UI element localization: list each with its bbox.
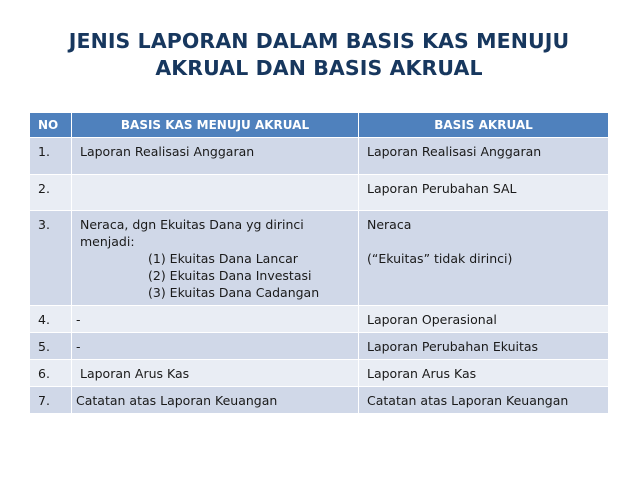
akrual-value: Neraca: [367, 217, 412, 232]
row-number: 1.: [30, 138, 72, 175]
row-number: 3.: [30, 211, 72, 306]
cell-basis-akrual: Catatan atas Laporan Keuangan: [359, 387, 609, 414]
title-line-1: JENIS LAPORAN DALAM BASIS KAS MENUJU: [68, 29, 570, 53]
cell-kas-menuju-akrual: -: [72, 333, 359, 360]
cell-basis-akrual: Laporan Realisasi Anggaran: [359, 138, 609, 175]
cell-kas-menuju-akrual: Laporan Realisasi Anggaran: [72, 138, 359, 175]
cell-basis-akrual: Laporan Operasional: [359, 306, 609, 333]
kas-sub-item: (3) Ekuitas Dana Cadangan: [148, 285, 320, 300]
kas-sub-item: (2) Ekuitas Dana Investasi: [148, 268, 312, 283]
page-title: [0, 28, 638, 82]
cell-basis-akrual: Laporan Arus Kas: [359, 360, 609, 387]
table-row: [30, 175, 609, 211]
row-number: 6.: [30, 360, 72, 387]
cell-kas-menuju-akrual: Catatan atas Laporan Keuangan: [72, 387, 359, 414]
table-row: [30, 360, 609, 387]
header-basis-kas-menuju-akrual: BASIS KAS MENUJU AKRUAL: [72, 113, 359, 138]
kas-sub-item: (1) Ekuitas Dana Lancar: [148, 251, 298, 266]
row-number: 5.: [30, 333, 72, 360]
table-row: [30, 333, 609, 360]
cell-kas-menuju-akrual: [72, 211, 359, 306]
akrual-note: (“Ekuitas” tidak dirinci): [367, 251, 513, 266]
cell-basis-akrual: Laporan Perubahan SAL: [359, 175, 609, 211]
cell-kas-menuju-akrual: [72, 175, 359, 211]
table-row: [30, 387, 609, 414]
cell-kas-menuju-akrual: Laporan Arus Kas: [72, 360, 359, 387]
table-row: [30, 211, 609, 306]
title-line-2: AKRUAL DAN BASIS AKRUAL: [155, 56, 483, 80]
row-number: 4.: [30, 306, 72, 333]
cell-kas-menuju-akrual: -: [72, 306, 359, 333]
cell-basis-akrual: Laporan Perubahan Ekuitas: [359, 333, 609, 360]
row-number: 7.: [30, 387, 72, 414]
report-type-table: [29, 112, 609, 414]
table-row: [30, 306, 609, 333]
table-row: [30, 138, 609, 175]
row-number: 2.: [30, 175, 72, 211]
table-header-row: [30, 113, 609, 138]
header-no: NO: [30, 113, 72, 138]
cell-basis-akrual: [359, 211, 609, 306]
kas-description: Neraca, dgn Ekuitas Dana yg dirinci menjadi:: [80, 217, 304, 249]
header-basis-akrual: BASIS AKRUAL: [359, 113, 609, 138]
